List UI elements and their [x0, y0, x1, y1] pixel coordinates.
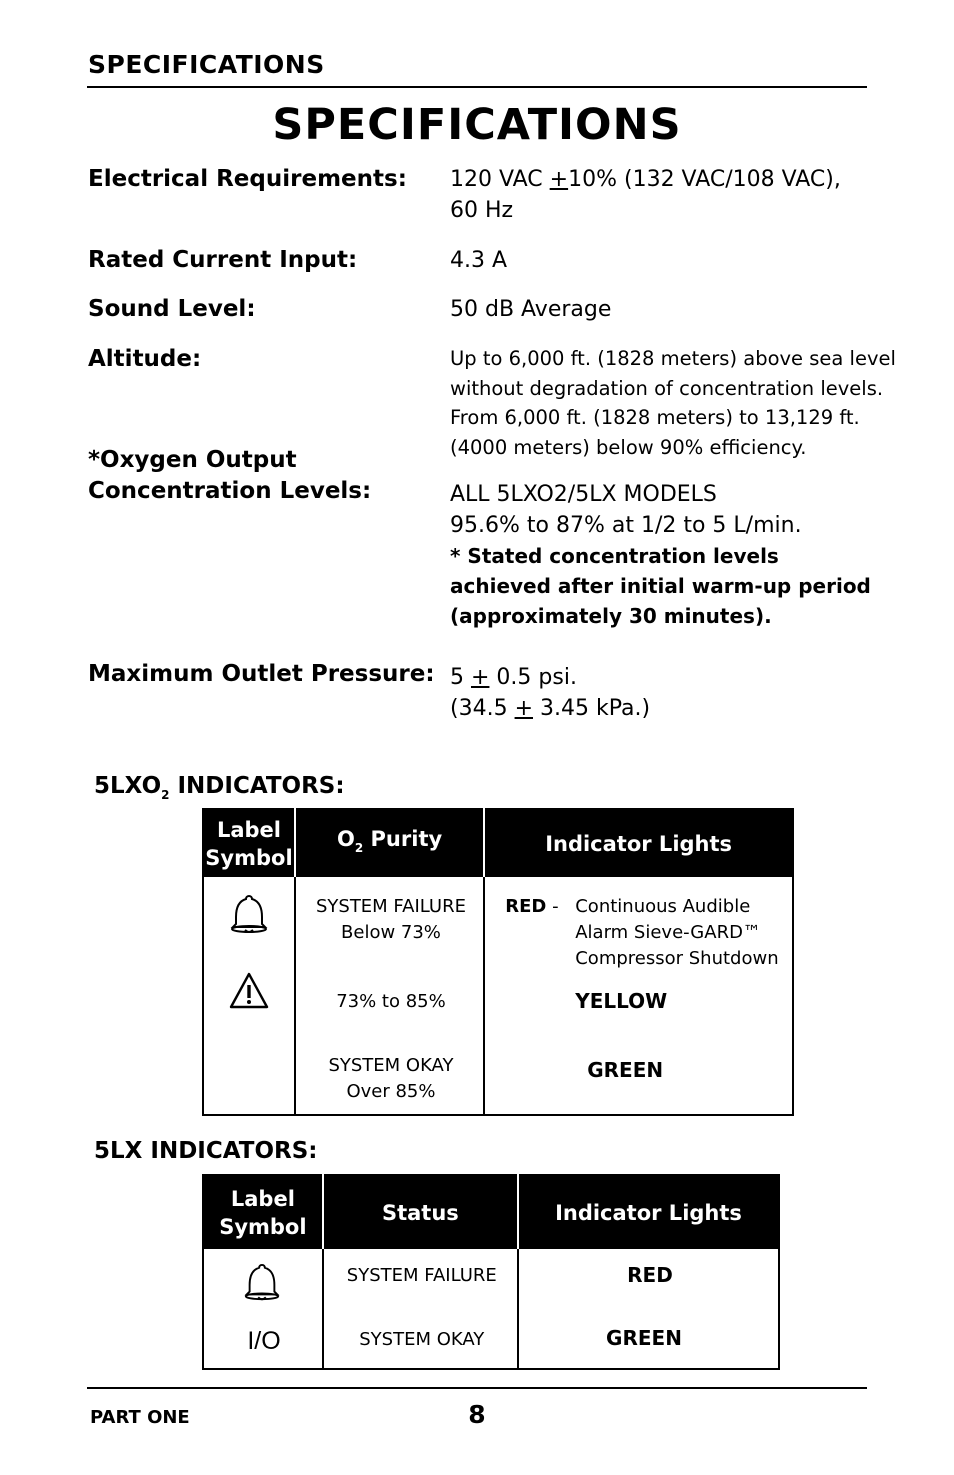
- electrical-label: Electrical Requirements:: [88, 166, 407, 192]
- bell-icon: [242, 1261, 282, 1305]
- electrical-line1: 120 VAC +10% (132 VAC/108 VAC),: [450, 167, 841, 192]
- status-column: [323, 1249, 518, 1369]
- purity-warning: 73% to 85%: [336, 991, 446, 1012]
- symbol-column: [203, 1249, 323, 1369]
- oxygen-label-line1: *Oxygen Output: [88, 447, 297, 473]
- lights-header: Indicator Lights: [518, 1175, 779, 1249]
- oxygen-note: [450, 541, 871, 631]
- electrical-value: [450, 164, 841, 226]
- lights-column: [484, 877, 793, 1115]
- page-number: 8: [468, 1400, 486, 1429]
- green-light: GREEN: [606, 1326, 682, 1350]
- page-title: SPECIFICATIONS: [272, 100, 682, 150]
- altitude-value: [450, 344, 896, 462]
- green-light: GREEN: [587, 1058, 664, 1082]
- altitude-line: without degradation of concentration levels.: [450, 376, 884, 400]
- altitude-label: Altitude:: [88, 346, 202, 372]
- oxygen-models: ALL 5LXO2/5LX MODELS: [450, 482, 717, 507]
- header-rule: [87, 86, 867, 88]
- lights-column: [518, 1249, 779, 1369]
- footer-rule: [87, 1387, 867, 1389]
- altitude-line: (4000 meters) below 90% efficiency.: [450, 435, 807, 459]
- footer-part: PART ONE: [90, 1407, 190, 1428]
- oxygen-range: 95.6% to 87% at 1/2 to 5 L/min.: [450, 513, 802, 538]
- sound-label: Sound Level:: [88, 296, 256, 322]
- power-io-symbol: I/O: [247, 1327, 281, 1355]
- symbol-header: Label Symbol: [203, 1175, 323, 1249]
- red-light: RED -: [505, 896, 559, 917]
- status-header: Status: [323, 1175, 518, 1249]
- oxygen-note-line: (approximately 30 minutes).: [450, 604, 772, 628]
- altitude-line: From 6,000 ft. (1828 meters) to 13,129 ft.: [450, 406, 860, 429]
- pressure-label: Maximum Outlet Pressure:: [88, 661, 435, 687]
- status-failure: SYSTEM FAILURE: [346, 1265, 497, 1286]
- lights-header: Indicator Lights: [484, 809, 793, 877]
- sound-value: 50 dB Average: [450, 297, 612, 322]
- rated-current-value: 4.3 A: [450, 248, 508, 273]
- warning-triangle-icon: [228, 970, 270, 1014]
- pressure-line1: 5 + 0.5 psi.: [450, 665, 577, 690]
- purity-column: [295, 877, 484, 1115]
- pressure-value: [450, 662, 650, 724]
- red-light: RED: [627, 1263, 673, 1287]
- lxo2-indicators-table: [202, 808, 794, 1116]
- purity-header: $O_2$ Purity: [295, 809, 484, 877]
- table-header-row: [203, 1175, 779, 1249]
- table-header-row: [203, 809, 793, 877]
- table-body-row: [203, 877, 793, 1115]
- red-light-description: Continuous Audible Alarm Sieve-GARD™ Compressor Shutdown: [575, 896, 779, 969]
- purity-failure: SYSTEM FAILURE Below 73%: [315, 896, 466, 943]
- lx-indicators-table: [202, 1174, 780, 1370]
- oxygen-note-line: achieved after initial warm-up period: [450, 574, 871, 598]
- symbol-column: [203, 877, 295, 1115]
- running-header: SPECIFICATIONS: [88, 50, 325, 79]
- table-body-row: [203, 1249, 779, 1369]
- status-okay: SYSTEM OKAY: [359, 1329, 485, 1350]
- altitude-line: Up to 6,000 ft. (1828 meters) above sea level: [450, 347, 896, 370]
- lxo2-indicators-heading: $5LXO_2$ INDICATORS:: [94, 773, 345, 802]
- purity-okay: SYSTEM OKAY Over 85%: [328, 1055, 454, 1102]
- lx-indicators-heading: 5LX INDICATORS:: [94, 1138, 318, 1164]
- electrical-line2: 60 Hz: [450, 198, 514, 223]
- yellow-light: YELLOW: [575, 989, 668, 1013]
- pressure-line2: (34.5 + 3.45 kPa.): [450, 696, 651, 721]
- oxygen-note-line: * Stated concentration levels: [450, 544, 779, 568]
- oxygen-label: [88, 445, 371, 507]
- symbol-header: Label Symbol: [203, 809, 295, 877]
- oxygen-value: [450, 479, 871, 631]
- oxygen-label-line2: Concentration Levels:: [88, 478, 372, 504]
- bell-icon: [228, 893, 270, 937]
- rated-current-label: Rated Current Input:: [88, 247, 358, 273]
